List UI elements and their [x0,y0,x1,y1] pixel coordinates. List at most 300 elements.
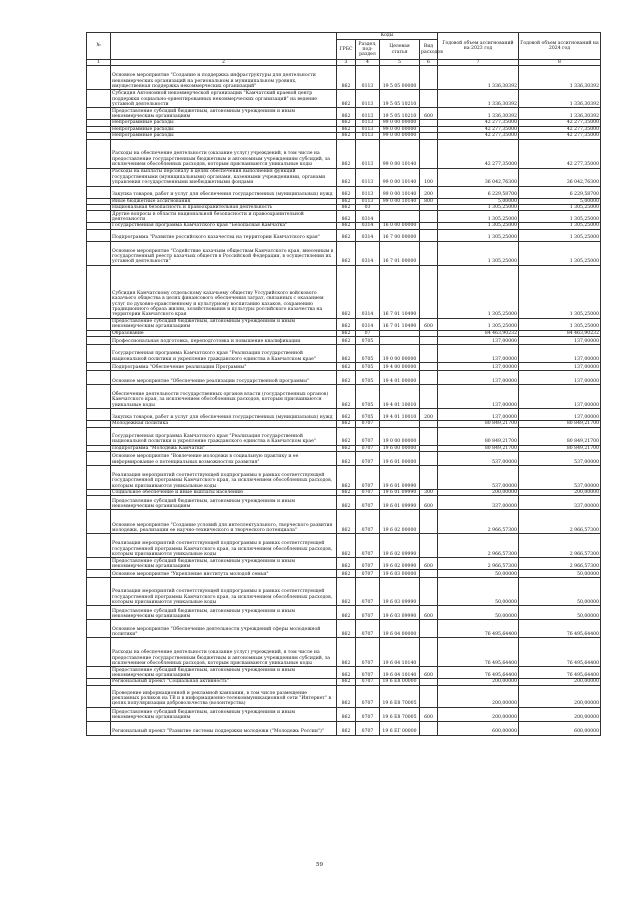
table-row [87,707,601,721]
row-vr-cell [420,363,438,371]
row-amount-2023-cell: 2 966,57300 [438,558,519,570]
table-row [87,667,601,679]
row-grbs-cell: 862 [337,168,356,186]
row-razdel-cell: 0707 [356,667,380,679]
row-amount-2024-cell: 200,00000 [519,679,601,685]
row-razdel-cell: 0113 [356,133,380,139]
row-num-cell [87,241,111,265]
row-csr-cell: 19 5 05 00000 [380,66,420,90]
row-csr-cell: 16 7 01 10490 [380,318,420,330]
row-num-cell [87,363,111,371]
row-razdel-cell: 0113 [356,186,380,198]
row-name-cell: Непрограммные расходы [111,133,337,139]
row-amount-2023-cell: 80 849,21700 [438,445,519,451]
row-num-cell [87,371,111,385]
row-razdel-cell: 0113 [356,126,380,132]
row-name-cell: Расходы на обеспечение деятельности (оказание услуг) учреждений, в том числе на предоставление государственным бюджетным и автономным учреждениям субсидий, за исключением обособленных расходов, которым присваиваются уникальные коды [111,139,337,168]
row-amount-2024-cell: 137,00000 [519,363,601,371]
row-vr-cell [420,241,438,265]
row-csr-cell: 19 4 01 10010 [380,409,420,421]
row-amount-2024-cell: 76 495,64400 [519,620,601,638]
table-row [87,318,601,330]
row-razdel-cell: 0314 [356,265,380,318]
row-grbs-cell: 862 [337,90,356,108]
page-number: 59 [316,862,323,868]
table-row [87,229,601,241]
row-csr-cell: 19 6 03 09990 [380,578,420,606]
row-grbs-cell: 862 [337,721,356,735]
row-name-cell: Непрограммные расходы [111,126,337,132]
row-grbs-cell: 862 [337,445,356,451]
table-row [87,685,601,707]
row-name-cell: Государственная программа Камчатского края "Реализация государственной национальной политики и укрепление гражданского единства в Камчатском крае" [111,427,337,445]
table-row [87,363,601,371]
row-num-cell [87,265,111,318]
row-amount-2024-cell: 42 277,35000 [519,139,601,168]
row-razdel-cell: 0705 [356,409,380,421]
table-row [87,241,601,265]
row-amount-2024-cell: 1 336,30392 [519,108,601,120]
row-razdel-cell: 0707 [356,685,380,707]
row-amount-2024-cell: 1 305,25000 [519,205,601,211]
row-amount-2023-cell: 42 277,35000 [438,133,519,139]
row-num-cell [87,452,111,466]
row-amount-2024-cell: 137,00000 [519,371,601,385]
row-amount-2023-cell: 5,00000 [438,198,519,204]
table-row [87,452,601,466]
row-amount-2024-cell: 137,00000 [519,345,601,363]
row-csr-cell: 19 6 01 09990 [380,466,420,490]
table-row [87,558,601,570]
row-amount-2024-cell: 1 305,25000 [519,229,601,241]
row-amount-2024-cell: 337,00000 [519,496,601,510]
row-vr-cell [420,510,438,534]
col-header-codes: Коды [337,33,438,40]
row-amount-2023-cell: 537,00000 [438,466,519,490]
row-name-cell: Основное мероприятие "Создание и поддержка инфраструктуры для деятельности некоммерческих организаций на региональном и муниципальном уровнях, имущественная поддержка некоммерческих организаций" [111,66,337,90]
row-amount-2024-cell: 2 966,57300 [519,558,601,570]
row-csr-cell: 99 0 00 10140 [380,139,420,168]
row-vr-cell [420,620,438,638]
col-header-2023: Годовой объем ассигнований на 2023 год [438,33,519,60]
row-amount-2024-cell: 137,00000 [519,385,601,409]
row-amount-2024-cell: 137,00000 [519,409,601,421]
row-grbs-cell: 862 [337,421,356,427]
row-vr-cell: 300 [420,490,438,496]
row-grbs-cell: 862 [337,466,356,490]
row-name-cell: Национальная безопасность и правоохранительная деятельность [111,205,337,211]
row-num-cell [87,638,111,667]
row-amount-2023-cell: 200,00000 [438,685,519,707]
row-csr-cell: 19 0 00 00000 [380,345,420,363]
row-razdel-cell: 0314 [356,223,380,229]
row-razdel-cell: 0113 [356,90,380,108]
row-name-cell: Государственная программа Камчатского края "Безопасная Камчатка" [111,223,337,229]
row-razdel-cell: 0707 [356,490,380,496]
row-name-cell: Основное мероприятие "Содействие казачьим обществам Камчатского края, внесенным в государственный реестр казачьих обществ в Российской Федерации, в осуществлении их уставной деятельности" [111,241,337,265]
row-csr-cell: 16 7 01 10490 [380,265,420,318]
row-vr-cell: 200 [420,186,438,198]
row-amount-2023-cell: 2 966,57300 [438,534,519,558]
row-grbs-cell: 862 [337,510,356,534]
row-num-cell [87,139,111,168]
row-csr-cell: 19 6 E8 00000 [380,679,420,685]
row-name-cell: Расходы на выплаты персоналу в целях обеспечения выполнения функций государственными (муниципальными) органами, казенными учреждениями, органами управления государственными внебюджетными фондами [111,168,337,186]
row-amount-2024-cell: 36 042,76300 [519,168,601,186]
row-vr-cell [420,345,438,363]
row-grbs-cell: 862 [337,318,356,330]
row-grbs-cell: 862 [337,66,356,90]
row-vr-cell: 600 [420,496,438,510]
column-number: 6 [420,60,438,66]
row-name-cell: Подпрограмма "Развитие российского казачества на территории Камчатского края" [111,229,337,241]
row-name-cell: Субсидия Автономной некоммерческой организации "Камчатский краевой центр поддержки социально-ориентированных некоммерческих организаций" на ведение уставной деятельности [111,90,337,108]
row-csr-cell: 99 0 00 00000 [380,120,420,126]
row-amount-2023-cell: 337,00000 [438,496,519,510]
row-amount-2023-cell: 137,00000 [438,371,519,385]
row-num-cell [87,558,111,570]
row-name-cell: Предоставление субсидий бюджетным, автономным учреждениям и иным некоммерческим организациям [111,318,337,330]
row-name-cell: Закупка товаров, работ и услуг для обеспечения государственных (муниципальных) нужд [111,186,337,198]
row-csr-cell: 19 4 01 00000 [380,371,420,385]
row-grbs-cell: 862 [337,490,356,496]
row-csr-cell: 99 0 00 00000 [380,133,420,139]
row-razdel-cell: 0705 [356,345,380,363]
row-name-cell: Реализация мероприятий соответствующей подпрограммы в рамках соответствующей государственной программы Камчатского края, за исключением обособленных расходов, которым присваиваются уникальные коды [111,578,337,606]
row-razdel-cell: 0707 [356,534,380,558]
row-grbs-cell: 862 [337,337,356,345]
row-csr-cell: 19 6 02 00000 [380,510,420,534]
row-num-cell [87,66,111,90]
row-razdel-cell: 0707 [356,427,380,445]
row-name-cell: Подпрограмма "Молодежь Камчатки" [111,445,337,451]
row-razdel-cell: 0705 [356,363,380,371]
row-grbs-cell: 862 [337,558,356,570]
column-number: 2 [111,60,337,66]
col-header-grbs: ГРБС [337,40,356,60]
row-name-cell: Обеспечение деятельности государственных органов власти (государственных органов) Камчатского края, за исключением обособленных расходов, которым присваиваются уникальные коды [111,385,337,409]
column-number: 8 [519,60,601,66]
row-vr-cell: 600 [420,707,438,721]
row-num-cell [87,721,111,735]
row-amount-2023-cell: 537,00000 [438,452,519,466]
col-header-csr: Целевая статья [380,40,420,60]
row-vr-cell: 100 [420,168,438,186]
col-header-num: № [87,33,111,60]
col-header-name [111,33,337,60]
row-grbs-cell: 862 [337,679,356,685]
row-amount-2024-cell: 1 305,25000 [519,265,601,318]
row-num-cell [87,345,111,363]
row-amount-2024-cell: 537,00000 [519,452,601,466]
row-name-cell: Предоставление субсидий бюджетным, автономным учреждениям и иным некоммерческим организациям [111,606,337,620]
table-row [87,510,601,534]
row-razdel-cell: 0707 [356,496,380,510]
row-grbs-cell: 862 [337,120,356,126]
row-csr-cell [380,211,420,223]
row-razdel-cell: 0314 [356,241,380,265]
row-csr-cell: 19 6 01 09990 [380,496,420,510]
row-grbs-cell: 862 [337,409,356,421]
row-name-cell: Закупка товаров, работ и услуг для обеспечения государственных (муниципальных) нужд [111,409,337,421]
row-vr-cell [420,211,438,223]
row-razdel-cell: 03 [356,205,380,211]
row-grbs-cell: 862 [337,108,356,120]
row-vr-cell [420,452,438,466]
row-name-cell: Предоставление субсидий бюджетным, автономным учреждениям и иным некоммерческим организациям [111,558,337,570]
row-csr-cell: 19 6 02 09990 [380,534,420,558]
row-csr-cell: 19 6 04 10140 [380,667,420,679]
row-vr-cell [420,229,438,241]
row-grbs-cell: 862 [337,345,356,363]
table-row [87,139,601,168]
row-vr-cell [420,337,438,345]
row-razdel-cell: 0707 [356,620,380,638]
row-amount-2024-cell: 76 495,64400 [519,638,601,667]
row-grbs-cell: 862 [337,534,356,558]
row-name-cell: Расходы на обеспечение деятельности (оказание услуг) учреждений, в том числе на предоставление государственным бюджетным и автономным учреждениям субсидий, за исключением обособленных расходов, которым присваиваются уникальные коды [111,638,337,667]
row-grbs-cell: 862 [337,570,356,578]
row-csr-cell: 19 6 03 00000 [380,570,420,578]
row-name-cell: Основное мероприятие "Создание условий для интеллектуального, творческого развития молодежи, реализации ее научно-технического и творческого потенциала" [111,510,337,534]
row-grbs-cell: 862 [337,133,356,139]
row-csr-cell: 99 0 00 00000 [380,126,420,132]
row-amount-2023-cell: 6 229,58700 [438,186,519,198]
row-amount-2023-cell: 1 305,25000 [438,265,519,318]
row-vr-cell [420,721,438,735]
row-amount-2024-cell: 6 229,58700 [519,186,601,198]
row-amount-2024-cell: 2 966,57300 [519,534,601,558]
row-vr-cell [420,570,438,578]
row-num-cell [87,570,111,578]
row-csr-cell: 19 6 02 09990 [380,558,420,570]
row-vr-cell: 600 [420,606,438,620]
row-grbs-cell: 862 [337,385,356,409]
row-grbs-cell: 862 [337,685,356,707]
table-row [87,721,601,735]
row-name-cell: Предоставление субсидий бюджетным, автономным учреждениям и иным некоммерческим организациям [111,707,337,721]
row-grbs-cell: 862 [337,496,356,510]
row-razdel-cell: 0707 [356,421,380,427]
row-grbs-cell: 862 [337,371,356,385]
row-razdel-cell: 0707 [356,707,380,721]
row-vr-cell: 600 [420,558,438,570]
row-razdel-cell: 0705 [356,385,380,409]
row-grbs-cell: 862 [337,638,356,667]
row-grbs-cell: 862 [337,139,356,168]
row-vr-cell [420,90,438,108]
row-name-cell: Образование [111,330,337,336]
row-amount-2023-cell: 2 966,57300 [438,510,519,534]
row-grbs-cell: 862 [337,229,356,241]
table-body [87,66,601,735]
row-grbs-cell: 862 [337,606,356,620]
row-csr-cell: 19 6 04 10140 [380,638,420,667]
row-vr-cell [420,578,438,606]
row-razdel-cell: 0113 [356,139,380,168]
column-number: 4 [356,60,380,66]
row-num-cell [87,427,111,445]
table-row [87,66,601,90]
row-grbs-cell: 862 [337,126,356,132]
row-name-cell: Реализация мероприятий соответствующей подпрограммы в рамках соответствующей государственной программы Камчатского края, за исключением обособленных расходов, которым присваиваются уникальные коды [111,466,337,490]
row-amount-2023-cell: 50,00000 [438,606,519,620]
row-amount-2024-cell: 200,00000 [519,707,601,721]
row-razdel-cell: 0113 [356,66,380,90]
row-amount-2023-cell: 42 277,35000 [438,120,519,126]
row-amount-2023-cell: 80 849,21700 [438,421,519,427]
row-amount-2023-cell: 1 305,25000 [438,205,519,211]
row-csr-cell: 99 0 00 10140 [380,186,420,198]
table-header-row [87,33,601,40]
row-amount-2023-cell: 1 305,25000 [438,241,519,265]
col-header-vr: Вид расходов [420,40,438,60]
row-razdel-cell: 0113 [356,120,380,126]
row-num-cell [87,534,111,558]
row-num-cell [87,186,111,198]
row-razdel-cell: 0113 [356,108,380,120]
table-row [87,90,601,108]
row-vr-cell [420,385,438,409]
table-row [87,211,601,223]
row-vr-cell [420,534,438,558]
row-grbs-cell: 862 [337,198,356,204]
column-number: 1 [87,60,111,66]
row-amount-2024-cell: 5,00000 [519,198,601,204]
row-amount-2024-cell: 42 277,35000 [519,120,601,126]
row-amount-2024-cell: 42 277,35000 [519,133,601,139]
row-amount-2023-cell: 137,00000 [438,385,519,409]
row-name-cell: Социальное обеспечение и иные выплаты населению [111,490,337,496]
row-amount-2024-cell: 80 849,21700 [519,445,601,451]
row-name-cell: Профессиональная подготовка, переподготовка и повышение квалификации [111,337,337,345]
row-razdel-cell: 0314 [356,211,380,223]
row-amount-2024-cell: 200,00000 [519,490,601,496]
row-amount-2023-cell: 50,00000 [438,578,519,606]
row-csr-cell: 19 5 05 10210 [380,90,420,108]
row-grbs-cell: 862 [337,620,356,638]
row-amount-2023-cell: 1 336,30392 [438,90,519,108]
row-num-cell [87,620,111,638]
row-num-cell [87,211,111,223]
row-razdel-cell: 0707 [356,510,380,534]
row-amount-2023-cell: 200,00000 [438,490,519,496]
table-row [87,638,601,667]
row-vr-cell: 200 [420,409,438,421]
row-grbs-cell: 862 [337,241,356,265]
row-vr-cell [420,685,438,707]
row-amount-2023-cell: 1 305,25000 [438,229,519,241]
row-name-cell: Предоставление субсидий бюджетным, автономным учреждениям и иным некоммерческим организациям [111,667,337,679]
row-vr-cell [420,466,438,490]
row-amount-2023-cell: 137,00000 [438,409,519,421]
row-amount-2024-cell: 50,00000 [519,578,601,606]
row-name-cell: Иные бюджетные ассигнования [111,198,337,204]
row-razdel-cell: 0314 [356,229,380,241]
row-amount-2024-cell: 1 305,25000 [519,318,601,330]
row-grbs-cell: 862 [337,223,356,229]
row-razdel-cell: 07 [356,330,380,336]
row-amount-2023-cell: 76 495,64400 [438,638,519,667]
row-csr-cell: 16 7 01 00000 [380,241,420,265]
row-csr-cell: 16 7 00 00000 [380,229,420,241]
row-amount-2023-cell: 1 305,25000 [438,211,519,223]
row-amount-2023-cell: 1 305,25000 [438,318,519,330]
row-csr-cell: 19 6 01 00000 [380,452,420,466]
table-row [87,534,601,558]
row-amount-2024-cell: 1 305,25000 [519,211,601,223]
row-razdel-cell: 0707 [356,452,380,466]
row-amount-2024-cell: 1 305,25000 [519,223,601,229]
row-razdel-cell: 0707 [356,445,380,451]
table-row [87,578,601,606]
table-row [87,570,601,578]
row-amount-2023-cell: 137,00000 [438,363,519,371]
table-row [87,337,601,345]
row-amount-2023-cell: 200,00000 [438,679,519,685]
row-vr-cell: 600 [420,667,438,679]
row-name-cell: Предоставление субсидий бюджетным, автономным учреждениям и иным некоммерческим организациям [111,108,337,120]
row-name-cell: Проведение информационной и рекламной кампании, в том числе размещение рекламных роликов на ТВ и в информационно-телекоммуникационной сети "Интернет" в целях популяризации добровольчества (волонтерства) [111,685,337,707]
row-amount-2023-cell: 1 336,30392 [438,66,519,90]
row-amount-2024-cell: 2 966,57300 [519,510,601,534]
row-num-cell [87,409,111,421]
row-amount-2024-cell: 84 463,90232 [519,330,601,336]
table-row [87,265,601,318]
row-grbs-cell: 862 [337,707,356,721]
row-grbs-cell: 862 [337,330,356,336]
budget-table [86,32,601,736]
row-csr-cell: 99 0 00 10140 [380,168,420,186]
row-csr-cell: 19 6 01 09990 [380,490,420,496]
row-csr-cell: 19 0 00 00000 [380,427,420,445]
row-csr-cell: 19 6 EГ 00000 [380,721,420,735]
row-razdel-cell: 0705 [356,337,380,345]
row-grbs-cell: 862 [337,427,356,445]
row-amount-2023-cell: 76 495,64400 [438,620,519,638]
row-name-cell: Основное мероприятие "Укрепление института молодой семьи" [111,570,337,578]
row-amount-2024-cell: 80 849,21700 [519,427,601,445]
row-name-cell: Основное мероприятие "Обеспечение деятельности учреждений сферы молодежной политики" [111,620,337,638]
row-grbs-cell: 862 [337,578,356,606]
row-amount-2023-cell: 600,00000 [438,721,519,735]
row-csr-cell: 99 0 00 10140 [380,198,420,204]
row-razdel-cell: 0113 [356,198,380,204]
row-csr-cell: 19 6 E8 70005 [380,707,420,721]
row-amount-2024-cell: 42 277,35000 [519,126,601,132]
row-name-cell: Молодежная политика [111,421,337,427]
row-name-cell: Подпрограмма "Обеспечение реализации Программы" [111,363,337,371]
table-row [87,108,601,120]
row-amount-2024-cell: 1 336,30392 [519,90,601,108]
row-amount-2024-cell: 137,00000 [519,337,601,345]
row-grbs-cell: 862 [337,265,356,318]
row-razdel-cell: 0707 [356,578,380,606]
row-amount-2023-cell: 1 336,30392 [438,108,519,120]
row-csr-cell: 19 5 05 10210 [380,108,420,120]
row-vr-cell [420,139,438,168]
row-csr-cell: 19 6 E8 70005 [380,685,420,707]
row-num-cell [87,685,111,707]
row-num-cell [87,707,111,721]
row-name-cell: Региональный проект "Социальная активность" [111,679,337,685]
row-num-cell [87,229,111,241]
row-amount-2024-cell: 1 336,30392 [519,66,601,90]
row-amount-2024-cell: 1 305,25000 [519,241,601,265]
row-razdel-cell: 0707 [356,679,380,685]
row-name-cell: Непрограммные расходы [111,120,337,126]
row-amount-2023-cell: 84 463,90232 [438,330,519,336]
